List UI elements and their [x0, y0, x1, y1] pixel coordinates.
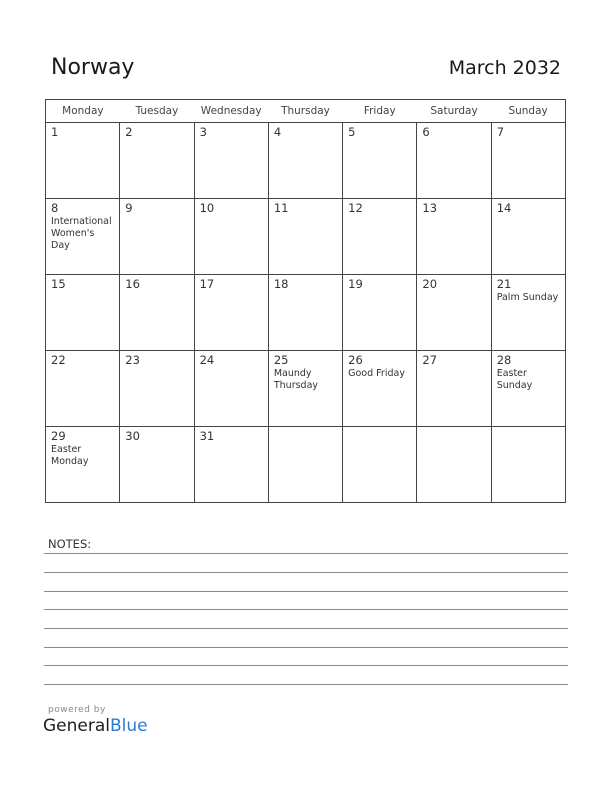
day-cell[interactable]	[268, 275, 342, 351]
day-number: 5	[348, 125, 356, 139]
day-number: 4	[273, 125, 282, 139]
day-cell[interactable]	[343, 427, 417, 503]
day-cell[interactable]	[120, 199, 194, 275]
weekday-header: Saturday	[417, 100, 491, 123]
day-number: 17	[199, 277, 215, 291]
day-cell[interactable]	[46, 123, 120, 199]
notes-line	[44, 591, 568, 592]
day-number: 28	[496, 353, 512, 367]
day-number: 15	[51, 277, 66, 291]
week-row	[46, 275, 566, 351]
day-cell[interactable]	[194, 123, 268, 199]
day-number: 19	[348, 277, 363, 291]
day-cell[interactable]	[120, 123, 194, 199]
day-cell[interactable]	[46, 427, 120, 503]
weekday-header: Monday	[46, 100, 120, 123]
notes-line	[44, 647, 568, 648]
day-number: 31	[199, 429, 215, 443]
day-number: 20	[422, 277, 438, 291]
week-row	[46, 427, 566, 503]
day-number: 7	[496, 125, 505, 139]
weekday-header: Sunday	[491, 100, 565, 123]
day-number: 12	[348, 201, 363, 215]
day-number: 23	[125, 353, 140, 367]
notes-line	[44, 609, 568, 610]
day-cell[interactable]	[120, 427, 194, 503]
day-number: 27	[422, 353, 438, 367]
day-cell[interactable]	[194, 275, 268, 351]
day-number: 2	[125, 125, 133, 139]
day-cell[interactable]	[268, 351, 342, 427]
day-cell[interactable]	[343, 275, 417, 351]
day-cell[interactable]	[46, 351, 120, 427]
day-cell[interactable]	[268, 199, 342, 275]
day-cell[interactable]	[194, 427, 268, 503]
day-cell[interactable]	[194, 351, 268, 427]
day-cell[interactable]	[268, 123, 342, 199]
day-number: 22	[51, 353, 66, 367]
day-cell[interactable]	[343, 123, 417, 199]
day-cell[interactable]	[343, 199, 417, 275]
week-row	[46, 123, 566, 199]
day-cell[interactable]	[268, 427, 342, 503]
day-number: 1	[51, 125, 59, 139]
weekday-header: Wednesday	[194, 100, 268, 123]
day-cell[interactable]	[491, 199, 565, 275]
holiday-label: Easter Sunday	[496, 368, 533, 391]
week-row	[46, 199, 566, 275]
day-cell[interactable]	[194, 199, 268, 275]
holiday-label: International Women's Day	[51, 216, 112, 251]
country-title: Norway	[51, 55, 135, 80]
day-number: 26	[348, 353, 363, 367]
day-number: 9	[125, 201, 133, 215]
day-cell[interactable]	[417, 351, 491, 427]
month-title: March 2032	[448, 57, 561, 79]
day-number: 30	[125, 429, 140, 443]
day-cell[interactable]	[417, 427, 491, 503]
day-cell[interactable]	[417, 199, 491, 275]
day-cell[interactable]	[491, 351, 565, 427]
day-number: 11	[273, 201, 289, 215]
generalblue-logo[interactable]	[43, 716, 148, 736]
day-cell[interactable]	[491, 123, 565, 199]
day-cell[interactable]	[417, 123, 491, 199]
week-row	[46, 351, 566, 427]
day-number: 6	[422, 125, 430, 139]
day-number: 14	[496, 201, 512, 215]
day-number: 16	[125, 277, 140, 291]
calendar-grid	[45, 99, 566, 503]
weekday-header: Thursday	[268, 100, 342, 123]
notes-label: NOTES:	[48, 537, 92, 551]
notes-line	[44, 572, 568, 573]
holiday-label: Easter Monday	[51, 444, 89, 467]
notes-line	[44, 628, 568, 629]
holiday-label: Good Friday	[348, 368, 405, 379]
notes-line	[44, 665, 568, 666]
day-cell[interactable]	[46, 199, 120, 275]
day-cell[interactable]	[120, 351, 194, 427]
day-number: 25	[273, 353, 289, 367]
day-number: 13	[422, 201, 438, 215]
day-number: 29	[51, 429, 66, 443]
weekday-header: Friday	[343, 100, 417, 123]
day-cell[interactable]	[120, 275, 194, 351]
logo-text-general: General	[43, 716, 110, 736]
holiday-label: Palm Sunday	[496, 292, 559, 303]
weekday-header: Tuesday	[120, 100, 194, 123]
notes-line	[44, 684, 568, 685]
day-number: 8	[51, 201, 59, 215]
day-cell[interactable]	[491, 427, 565, 503]
powered-by-text: powered by	[48, 705, 106, 715]
day-cell[interactable]	[417, 275, 491, 351]
day-cell[interactable]	[491, 275, 565, 351]
day-number: 18	[273, 277, 289, 291]
day-cell[interactable]	[343, 351, 417, 427]
weekday-header-row	[46, 100, 566, 123]
day-number: 24	[199, 353, 215, 367]
holiday-label: Maundy Thursday	[273, 368, 319, 391]
notes-line	[44, 553, 568, 554]
logo-text-blue: Blue	[110, 716, 148, 736]
day-cell[interactable]	[46, 275, 120, 351]
day-number: 21	[496, 277, 512, 291]
day-number: 3	[199, 125, 207, 139]
day-number: 10	[199, 201, 215, 215]
